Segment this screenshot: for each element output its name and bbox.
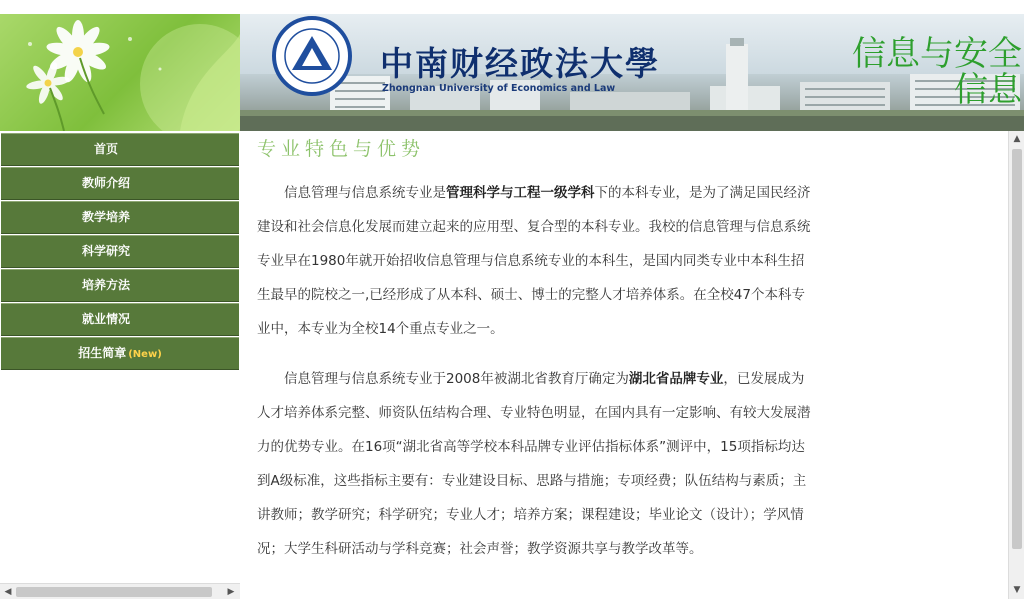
paragraph-intro (257, 176, 817, 346)
main-content (240, 131, 1008, 599)
school-name-en: Zhongnan University of Economics and Law (382, 83, 616, 94)
sidebar-item-home[interactable] (1, 133, 239, 166)
new-badge: (New) (128, 349, 162, 360)
sidebar-item-label: 培养方法 (81, 278, 130, 292)
sidebar-item-label: 首页 (93, 142, 118, 156)
scrollbar-thumb[interactable] (16, 587, 212, 597)
scrollbar-thumb[interactable] (1012, 149, 1022, 549)
site-title-line1: 信息与安全 (852, 34, 1022, 74)
sidebar-item-research[interactable] (1, 235, 239, 268)
sidebar-item-training-methods[interactable] (1, 269, 239, 302)
sidebar-item-label: 招生简章 (78, 346, 127, 360)
para1-text2: 下的本科专业，是为了满足国民经济建设和社会信息化发展而建立起来的应用型、复合型的本科专业。我校的信息管理与信息系统专业早在1980年就开始招收信息管理与信息系统专业的本科生，是国内同类专业中本科生招生最早的院校之一,已经形成了从本科、硕士、博士的完整人才培养体系。在全校47个本科专业中，本专业为全校14个重点专业之一。 (257, 185, 811, 337)
school-name-cn: 中南财经政法大學 (380, 44, 660, 83)
university-banner (240, 14, 1024, 131)
sidebar-item-label: 科学研究 (81, 244, 130, 258)
sidebar-item-teaching[interactable] (1, 201, 239, 234)
flower-illustration (0, 14, 240, 131)
para2-bold: 湖北省品牌专业 (628, 371, 724, 387)
sidebar-item-teachers[interactable] (1, 167, 239, 200)
site-title-line2: 信息 (954, 70, 1022, 110)
site-title (852, 36, 1022, 108)
arrow-up-icon[interactable]: ▲ (1013, 134, 1021, 144)
university-emblem-icon (274, 18, 350, 94)
sidebar-item-label: 教师介绍 (81, 176, 130, 190)
horizontal-scrollbar[interactable] (0, 583, 240, 599)
arrow-down-icon[interactable]: ▼ (1013, 585, 1021, 595)
sidebar-item-employment[interactable] (1, 303, 239, 336)
sidebar-nav (0, 131, 240, 583)
page-title: 专业特色与优势 (257, 138, 426, 160)
paragraph-brand (257, 362, 817, 566)
header (0, 14, 1024, 131)
arrow-right-icon[interactable]: ▶ (227, 587, 235, 597)
sidebar-item-label: 就业情况 (81, 312, 130, 326)
sidebar-item-label: 教学培养 (81, 210, 130, 224)
sidebar-item-admissions[interactable] (1, 337, 239, 370)
para1-text1: 信息管理与信息系统专业是 (284, 185, 446, 201)
arrow-left-icon[interactable]: ◀ (4, 587, 12, 597)
para2-text1: 信息管理与信息系统专业于2008年被湖北省教育厅确定为 (284, 371, 629, 387)
sidebar-item-label-wrap (78, 346, 162, 360)
flower-banner-image (0, 14, 240, 131)
para1-bold: 管理科学与工程一级学科 (446, 185, 595, 201)
vertical-scrollbar[interactable] (1008, 131, 1024, 599)
top-strip (0, 0, 1024, 14)
para2-text2: ，已发展成为人才培养体系完整、师资队伍结构合理、专业特色明显，在国内具有一定影响、有较大发展潜力的优势专业。在16项“湖北省高等学校本科品牌专业评估指标体系”测评中，15项指标均达到A级标准，这些指标主要有：专业建设目标、思路与措施；专项经费；队伍结构与素质；主讲教师；教学研究；科学研究；专业人才；培养方案；课程建设；毕业论文（设计）；学风情况；大学生科研活动与学科竞赛；社会声誉；教学资源共享与教学改革等。 (257, 371, 811, 557)
